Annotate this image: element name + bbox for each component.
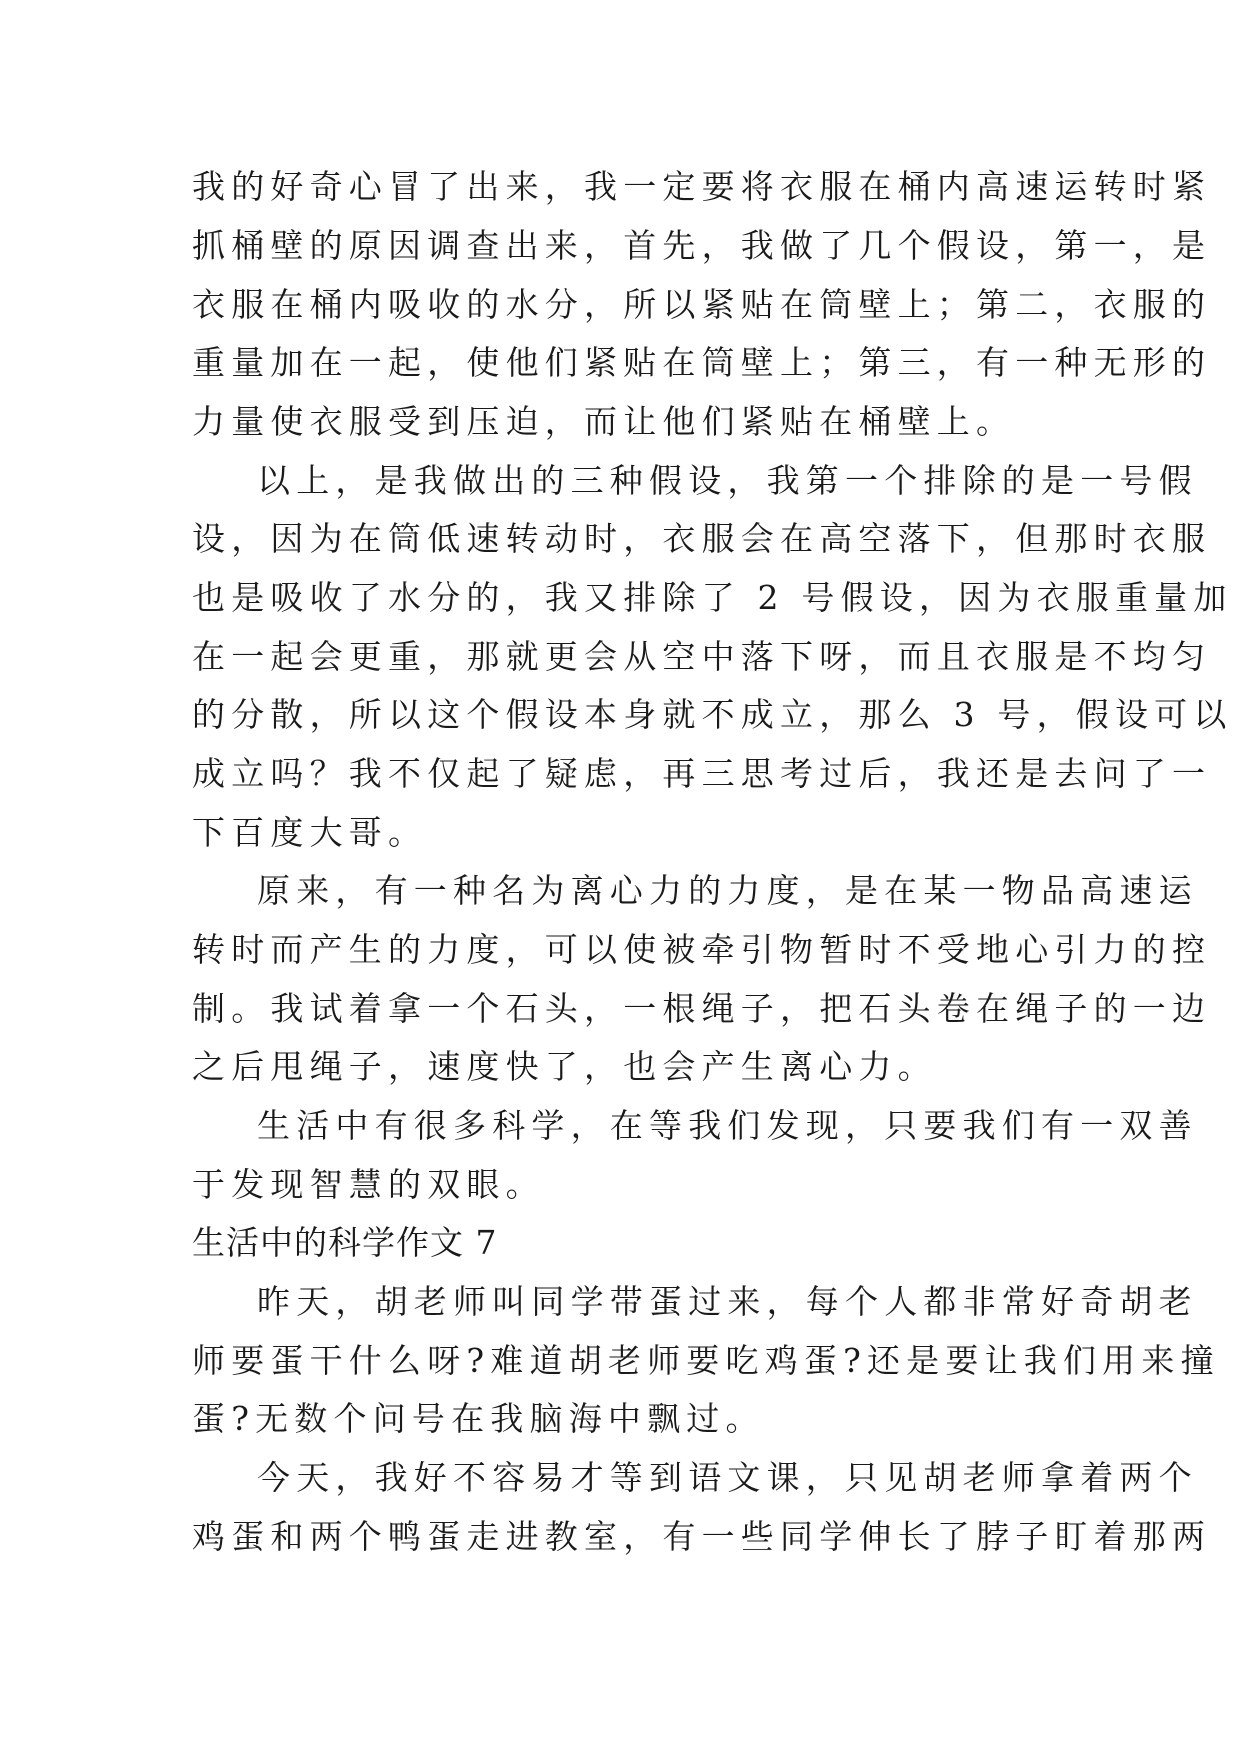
paragraph-first-line: 生活中有很多科学，在等我们发现，只要我们有一双善 (257, 1106, 1198, 1145)
text-line: 制。我试着拿一个石头，一根绳子，把石头卷在绳子的一边 (192, 989, 1212, 1028)
text-line: 于发现智慧的双眼。 (192, 1165, 545, 1204)
text-line: 师要蛋干什么呀?难道胡老师要吃鸡蛋?还是要让我们用来撞 (192, 1341, 1220, 1380)
text-line: 之后甩绳子，速度快了，也会产生离心力。 (192, 1047, 937, 1086)
paragraph-first-line: 今天，我好不容易才等到语文课，只见胡老师拿着两个 (257, 1458, 1198, 1497)
paragraph-first-line: 昨天，胡老师叫同学带蛋过来，每个人都非常好奇胡老 (257, 1282, 1198, 1321)
paragraph-first-line: 原来，有一种名为离心力的力度，是在某一物品高速运 (257, 871, 1198, 910)
text-line: 我的好奇心冒了出来，我一定要将衣服在桶内高速运转时紧 (192, 167, 1212, 206)
text-line: 衣服在桶内吸收的水分，所以紧贴在筒壁上；第二，衣服的 (192, 285, 1212, 324)
text-line: 重量加在一起，使他们紧贴在筒壁上；第三，有一种无形的 (192, 343, 1212, 382)
text-line: 力量使衣服受到压迫，而让他们紧贴在桶壁上。 (192, 402, 1016, 441)
text-line: 转时而产生的力度，可以使被牵引物暂时不受地心引力的控 (192, 930, 1212, 969)
text-line: 的分散，所以这个假设本身就不成立，那么 3 号，假设可以 (192, 695, 1233, 734)
text-line: 也是吸收了水分的，我又排除了 2 号假设，因为衣服重量加 (192, 578, 1233, 617)
text-line: 蛋?无数个问号在我脑海中飘过。 (192, 1399, 765, 1438)
section-title: 生活中的科学作文 7 (192, 1223, 498, 1262)
paragraph-first-line: 以上，是我做出的三种假设，我第一个排除的是一号假 (257, 461, 1198, 500)
text-line: 设，因为在筒低速转动时，衣服会在高空落下，但那时衣服 (192, 519, 1212, 558)
text-line: 成立吗？我不仅起了疑虑，再三思考过后，我还是去问了一 (192, 754, 1212, 793)
text-line: 鸡蛋和两个鸭蛋走进教室，有一些同学伸长了脖子盯着那两 (192, 1517, 1212, 1556)
text-line: 在一起会更重，那就更会从空中落下呀，而且衣服是不均匀 (192, 637, 1212, 676)
text-line: 下百度大哥。 (192, 813, 428, 852)
text-line: 抓桶壁的原因调查出来，首先，我做了几个假设，第一，是 (192, 226, 1212, 265)
